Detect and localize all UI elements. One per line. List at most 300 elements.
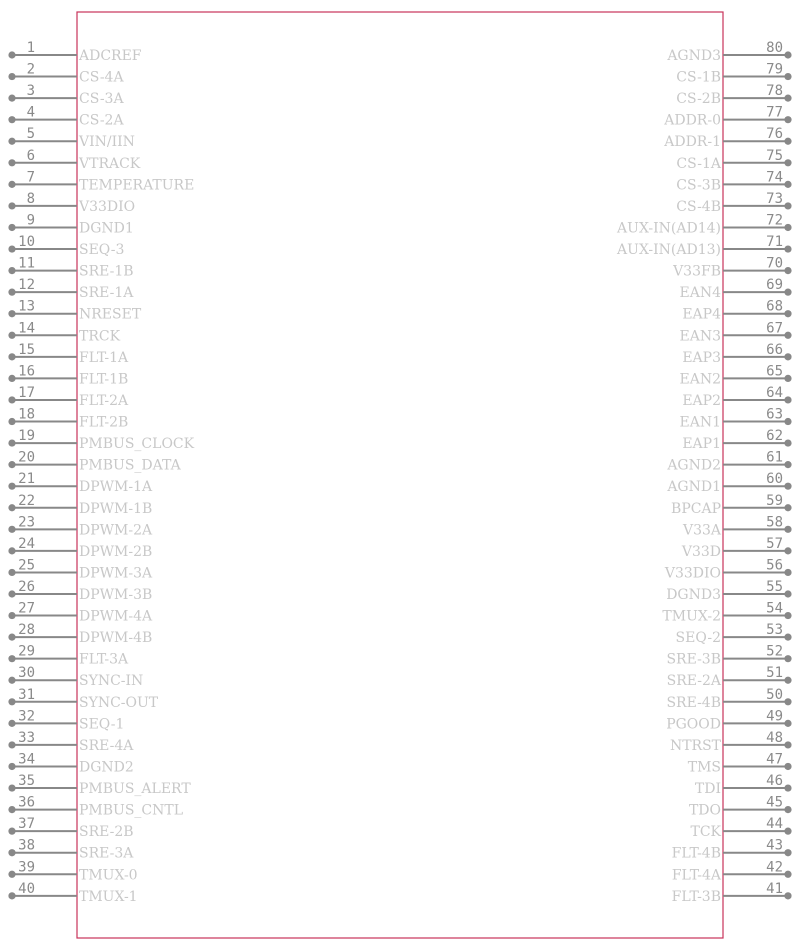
pin-69 — [680, 277, 792, 301]
pin-67 — [680, 320, 792, 344]
pin-endpoint — [784, 181, 791, 188]
pin-number: 46 — [766, 773, 783, 790]
pin-number: 42 — [766, 859, 783, 876]
pin-endpoint — [784, 202, 791, 209]
pin-name: PMBUS_CLOCK — [79, 436, 195, 453]
pin-58 — [682, 514, 792, 538]
pin-68 — [682, 299, 791, 323]
pin-name: BPCAP — [671, 500, 721, 517]
pin-number: 23 — [18, 514, 35, 531]
pin-51 — [667, 665, 792, 689]
pin-endpoint — [8, 375, 15, 382]
pin-name: FLT-2A — [79, 392, 129, 409]
pin-41 — [672, 881, 792, 905]
pin-name: NTRST — [669, 737, 721, 754]
pin-number: 56 — [766, 557, 783, 574]
pin-name: DPWM-3B — [79, 587, 153, 603]
pin-endpoint — [8, 677, 15, 684]
pin-22 — [8, 493, 152, 517]
pin-number: 55 — [766, 579, 783, 595]
pin-number: 72 — [766, 212, 783, 229]
pin-11 — [8, 256, 133, 280]
pin-name: SYNC-OUT — [79, 694, 159, 711]
pin-number: 35 — [18, 773, 35, 790]
pin-name: PMBUS_ALERT — [79, 781, 191, 798]
pin-47 — [688, 751, 792, 775]
pin-name: ADDR-1 — [664, 134, 721, 151]
pin-34 — [8, 751, 133, 775]
pin-17 — [8, 385, 129, 409]
pin-number: 65 — [766, 363, 783, 380]
pin-name: CS-2A — [79, 112, 124, 129]
pin-name: EAN3 — [679, 328, 721, 345]
pin-endpoint — [784, 612, 791, 619]
pin-endpoint — [784, 396, 791, 403]
pin-name: CS-4B — [676, 198, 721, 215]
pin-name: V33DIO — [79, 198, 136, 215]
left-pin-column — [8, 40, 194, 905]
pin-name: TDO — [688, 802, 721, 819]
pin-endpoint — [784, 245, 791, 252]
pin-number: 10 — [18, 234, 35, 251]
pin-name: AGND3 — [667, 48, 721, 64]
pin-name: TDI — [694, 781, 721, 798]
pin-name: TMUX-0 — [79, 867, 138, 884]
pin-16 — [8, 363, 128, 387]
pin-number: 20 — [18, 449, 35, 466]
pin-name: SRE-2B — [79, 824, 134, 841]
pin-number: 63 — [766, 406, 783, 423]
pin-endpoint — [784, 677, 791, 684]
pin-number: 66 — [766, 341, 783, 358]
pin-number: 61 — [766, 449, 783, 466]
pin-endpoint — [784, 138, 791, 145]
pin-27 — [8, 601, 153, 625]
pin-number: 8 — [26, 190, 35, 207]
pin-63 — [680, 407, 792, 431]
pin-endpoint — [8, 698, 15, 705]
pin-number: 58 — [766, 514, 783, 531]
pin-number: 57 — [766, 535, 783, 552]
pin-9 — [8, 212, 133, 236]
pin-name: SRE-1B — [79, 263, 134, 280]
pin-endpoint — [784, 483, 791, 490]
pin-name: SEQ-2 — [675, 630, 721, 647]
pin-61 — [666, 450, 791, 474]
pin-number: 79 — [766, 61, 783, 78]
pin-endpoint — [8, 159, 15, 166]
pin-53 — [676, 622, 792, 646]
pin-name: TRCK — [79, 328, 121, 345]
pin-number: 75 — [766, 147, 783, 164]
pin-28 — [8, 622, 152, 646]
pin-endpoint — [8, 310, 15, 317]
pin-number: 80 — [766, 40, 783, 56]
pin-number: 26 — [18, 579, 35, 595]
pin-number: 1 — [26, 40, 35, 56]
pin-name: PMBUS_DATA — [79, 457, 181, 474]
pin-number: 32 — [18, 708, 35, 725]
pin-name: SRE-2A — [666, 673, 721, 690]
pin-name: EAN2 — [679, 371, 721, 388]
pin-endpoint — [8, 267, 15, 274]
pin-endpoint — [8, 741, 15, 748]
pin-5 — [8, 126, 135, 150]
pin-endpoint — [8, 461, 15, 468]
pin-50 — [666, 687, 791, 711]
pin-60 — [666, 471, 791, 495]
pin-number: 78 — [766, 83, 783, 100]
pin-number: 44 — [766, 816, 783, 833]
pin-75 — [676, 148, 791, 172]
pin-endpoint — [784, 332, 791, 339]
pin-endpoint — [8, 353, 15, 360]
pin-76 — [663, 126, 791, 150]
pin-name: SEQ-3 — [79, 242, 125, 259]
pin-endpoint — [8, 116, 15, 123]
pin-name: V33A — [682, 522, 721, 539]
pin-6 — [8, 148, 140, 172]
pin-number: 52 — [766, 643, 783, 660]
pin-name: SRE-4B — [666, 694, 721, 711]
pin-number: 70 — [766, 255, 783, 272]
pin-endpoint — [784, 224, 791, 231]
pin-endpoint — [8, 439, 15, 446]
pin-number: 62 — [766, 428, 783, 445]
pin-endpoint — [784, 892, 791, 899]
pin-endpoint — [8, 828, 15, 835]
pin-endpoint — [784, 159, 791, 166]
pin-endpoint — [8, 655, 15, 662]
pin-endpoint — [8, 547, 15, 554]
pin-endpoint — [8, 418, 15, 425]
pin-number: 22 — [18, 492, 35, 509]
pin-endpoint — [8, 224, 15, 231]
pin-number: 5 — [26, 126, 35, 143]
pin-endpoint — [784, 267, 791, 274]
pin-name: PGOOD — [666, 716, 721, 733]
pin-endpoint — [8, 202, 15, 209]
pin-name: DPWM-3A — [79, 565, 153, 582]
pin-64 — [682, 385, 791, 409]
pin-65 — [680, 363, 792, 387]
pin-number: 53 — [766, 622, 783, 639]
pin-33 — [8, 730, 134, 754]
pin-name: V33FB — [673, 263, 721, 280]
pin-70 — [672, 256, 792, 280]
pin-endpoint — [784, 634, 791, 641]
pin-46 — [695, 773, 792, 797]
pin-number: 9 — [26, 212, 35, 229]
pin-endpoint — [8, 763, 15, 770]
pin-number: 36 — [18, 794, 35, 811]
pin-number: 28 — [18, 622, 35, 639]
pin-name: EAN4 — [679, 285, 721, 302]
pin-59 — [671, 493, 792, 517]
pin-name: CS-2B — [676, 91, 721, 108]
pin-name: CS-1A — [676, 155, 721, 172]
pin-number: 30 — [18, 665, 35, 682]
pin-endpoint — [784, 461, 791, 468]
pin-19 — [8, 428, 194, 452]
pin-73 — [676, 191, 791, 215]
pin-49 — [666, 708, 791, 732]
pin-name: EAP3 — [682, 349, 721, 366]
pin-38 — [8, 838, 134, 862]
pin-endpoint — [784, 763, 791, 770]
pin-number: 2 — [26, 61, 35, 78]
pin-26 — [8, 579, 152, 603]
pin-name: VTRACK — [79, 155, 141, 172]
pin-endpoint — [784, 655, 791, 662]
pin-7 — [8, 169, 194, 193]
pin-endpoint — [784, 418, 791, 425]
pin-number: 7 — [26, 169, 35, 186]
pin-endpoint — [784, 741, 791, 748]
pin-endpoint — [784, 590, 791, 597]
pin-number: 17 — [18, 384, 35, 401]
pin-13 — [8, 299, 141, 323]
pin-number: 43 — [766, 837, 783, 854]
pin-number: 50 — [766, 686, 783, 703]
pin-endpoint — [784, 310, 791, 317]
pin-name: DPWM-1B — [79, 500, 153, 517]
pin-endpoint — [784, 51, 791, 58]
pin-endpoint — [784, 289, 791, 296]
pin-name: FLT-4B — [671, 845, 721, 862]
pin-10 — [8, 234, 124, 258]
pin-endpoint — [784, 95, 791, 102]
pin-number: 16 — [18, 363, 35, 380]
pin-endpoint — [8, 720, 15, 727]
pin-endpoint — [784, 547, 791, 554]
pin-endpoint — [784, 806, 791, 813]
pin-name: AUX-IN(AD14) — [617, 220, 721, 237]
pin-name: DPWM-2B — [79, 543, 153, 560]
pin-62 — [682, 428, 791, 452]
pin-72 — [616, 212, 792, 236]
pin-endpoint — [8, 634, 15, 641]
pin-44 — [690, 816, 791, 840]
pin-name: V33D — [681, 543, 721, 560]
pin-endpoint — [784, 784, 791, 791]
pin-name: CS-1B — [676, 69, 721, 86]
pin-number: 41 — [766, 880, 783, 897]
pin-52 — [666, 644, 791, 668]
pin-55 — [666, 579, 791, 603]
pin-42 — [672, 859, 792, 883]
pin-name: TMUX-1 — [79, 888, 138, 905]
pin-number: 40 — [18, 880, 35, 897]
pin-number: 74 — [766, 169, 783, 186]
pin-20 — [8, 450, 181, 474]
pin-name: NRESET — [79, 306, 142, 323]
pin-endpoint — [784, 73, 791, 80]
pin-name: EAP4 — [682, 306, 721, 323]
pin-number: 59 — [766, 492, 783, 509]
pin-14 — [8, 320, 120, 344]
pin-number: 6 — [26, 147, 35, 164]
pin-43 — [672, 838, 792, 862]
pin-endpoint — [8, 612, 15, 619]
pin-endpoint — [784, 871, 791, 878]
pin-endpoint — [784, 849, 791, 856]
pin-endpoint — [8, 590, 15, 597]
pin-name: EAP1 — [682, 436, 721, 453]
pin-number: 48 — [766, 729, 783, 746]
pin-name: FLT-1B — [79, 371, 129, 388]
pin-endpoint — [784, 116, 791, 123]
pin-endpoint — [8, 806, 15, 813]
pin-48 — [670, 730, 792, 754]
pin-77 — [663, 105, 791, 129]
pin-name: CS-3B — [676, 177, 721, 194]
pin-number: 12 — [18, 277, 35, 294]
pin-endpoint — [784, 526, 791, 533]
pin-name: FLT-4A — [671, 867, 721, 884]
pin-endpoint — [8, 332, 15, 339]
pin-39 — [8, 859, 137, 883]
pin-number: 51 — [766, 665, 783, 682]
pin-endpoint — [8, 138, 15, 145]
pin-23 — [8, 514, 153, 538]
pin-66 — [682, 342, 791, 366]
pin-endpoint — [8, 504, 15, 511]
pin-name: TCK — [690, 824, 721, 841]
pin-name: AGND1 — [667, 479, 721, 496]
pin-endpoint — [8, 73, 15, 80]
pin-32 — [8, 708, 124, 732]
pin-number: 49 — [766, 708, 783, 725]
pin-number: 39 — [18, 859, 35, 876]
pin-57 — [681, 536, 792, 560]
pin-name: DGND2 — [79, 759, 134, 776]
pin-endpoint — [8, 95, 15, 102]
pin-endpoint — [8, 51, 15, 58]
pin-number: 73 — [766, 190, 783, 207]
pin-80 — [666, 40, 791, 64]
pin-number: 45 — [766, 794, 783, 811]
pin-number: 24 — [18, 535, 35, 552]
pin-name: TMS — [687, 759, 721, 776]
pin-number: 29 — [18, 643, 35, 660]
pin-number: 54 — [766, 600, 783, 617]
pin-endpoint — [784, 375, 791, 382]
pin-name: SRE-3A — [79, 845, 134, 862]
right-pin-column — [616, 40, 792, 905]
pin-78 — [676, 83, 791, 107]
ic-body-outline — [77, 12, 723, 938]
pin-name: ADCREF — [79, 48, 142, 64]
pin-name: DPWM-4B — [79, 630, 153, 647]
pin-number: 25 — [18, 557, 35, 574]
pin-number: 13 — [18, 298, 35, 315]
pin-25 — [8, 557, 153, 581]
pin-endpoint — [8, 289, 15, 296]
pin-name: SYNC-IN — [79, 673, 144, 690]
pin-4 — [8, 105, 124, 129]
pin-name: ADDR-0 — [664, 112, 721, 129]
pin-74 — [676, 169, 791, 193]
pin-number: 60 — [766, 471, 783, 488]
pin-number: 37 — [18, 816, 35, 833]
pin-24 — [8, 536, 152, 560]
pin-number: 21 — [18, 471, 35, 488]
pin-endpoint — [784, 569, 791, 576]
pin-1 — [8, 40, 141, 64]
pin-name: CS-4A — [79, 69, 124, 86]
pin-45 — [689, 795, 792, 819]
pin-number: 27 — [18, 600, 35, 617]
pin-number: 47 — [766, 751, 783, 768]
pin-15 — [8, 342, 129, 366]
pin-name: TEMPERATURE — [79, 177, 195, 194]
pin-40 — [8, 881, 137, 905]
pin-name: FLT-3B — [671, 888, 721, 905]
pin-endpoint — [8, 892, 15, 899]
pin-number: 67 — [766, 320, 783, 337]
pin-number: 33 — [18, 729, 35, 746]
pin-37 — [8, 816, 133, 840]
pin-number: 4 — [26, 104, 35, 121]
pin-name: EAP2 — [682, 392, 721, 409]
pin-name: DGND3 — [666, 587, 721, 603]
pin-30 — [8, 665, 143, 689]
pin-endpoint — [784, 828, 791, 835]
pin-endpoint — [8, 526, 15, 533]
pin-endpoint — [8, 483, 15, 490]
pin-number: 34 — [18, 751, 35, 768]
pin-name: V33DIO — [664, 565, 721, 582]
pin-number: 71 — [766, 234, 783, 251]
pin-name: DPWM-1A — [79, 479, 153, 496]
pin-54 — [662, 601, 791, 625]
pin-number: 3 — [26, 83, 35, 100]
pin-name: DPWM-4A — [79, 608, 153, 625]
pin-3 — [8, 83, 124, 107]
pin-endpoint — [8, 871, 15, 878]
pin-endpoint — [784, 504, 791, 511]
pin-endpoint — [8, 784, 15, 791]
pin-8 — [8, 191, 135, 215]
pin-endpoint — [8, 396, 15, 403]
pin-18 — [8, 407, 128, 431]
pin-name: FLT-2B — [79, 414, 129, 431]
pin-endpoint — [8, 181, 15, 188]
pin-name: AGND2 — [667, 457, 721, 474]
pin-number: 77 — [766, 104, 783, 121]
pin-name: TMUX-2 — [662, 608, 721, 625]
pin-endpoint — [8, 245, 15, 252]
pin-name: CS-3A — [79, 91, 124, 108]
pin-number: 15 — [18, 341, 35, 358]
pin-35 — [8, 773, 191, 797]
pin-56 — [664, 557, 792, 581]
pin-number: 38 — [18, 837, 35, 854]
pin-name: SRE-3B — [666, 651, 721, 668]
pin-79 — [676, 62, 791, 86]
pin-name: SRE-1A — [79, 285, 134, 302]
pin-12 — [8, 277, 134, 301]
pin-name: FLT-3A — [79, 651, 129, 668]
pin-number: 76 — [766, 126, 783, 143]
pin-36 — [8, 795, 183, 819]
pin-endpoint — [784, 439, 791, 446]
pin-name: SEQ-1 — [79, 716, 125, 733]
pin-number: 31 — [18, 686, 35, 703]
pin-name: DGND1 — [79, 220, 134, 237]
pin-name: SRE-4A — [79, 737, 134, 754]
